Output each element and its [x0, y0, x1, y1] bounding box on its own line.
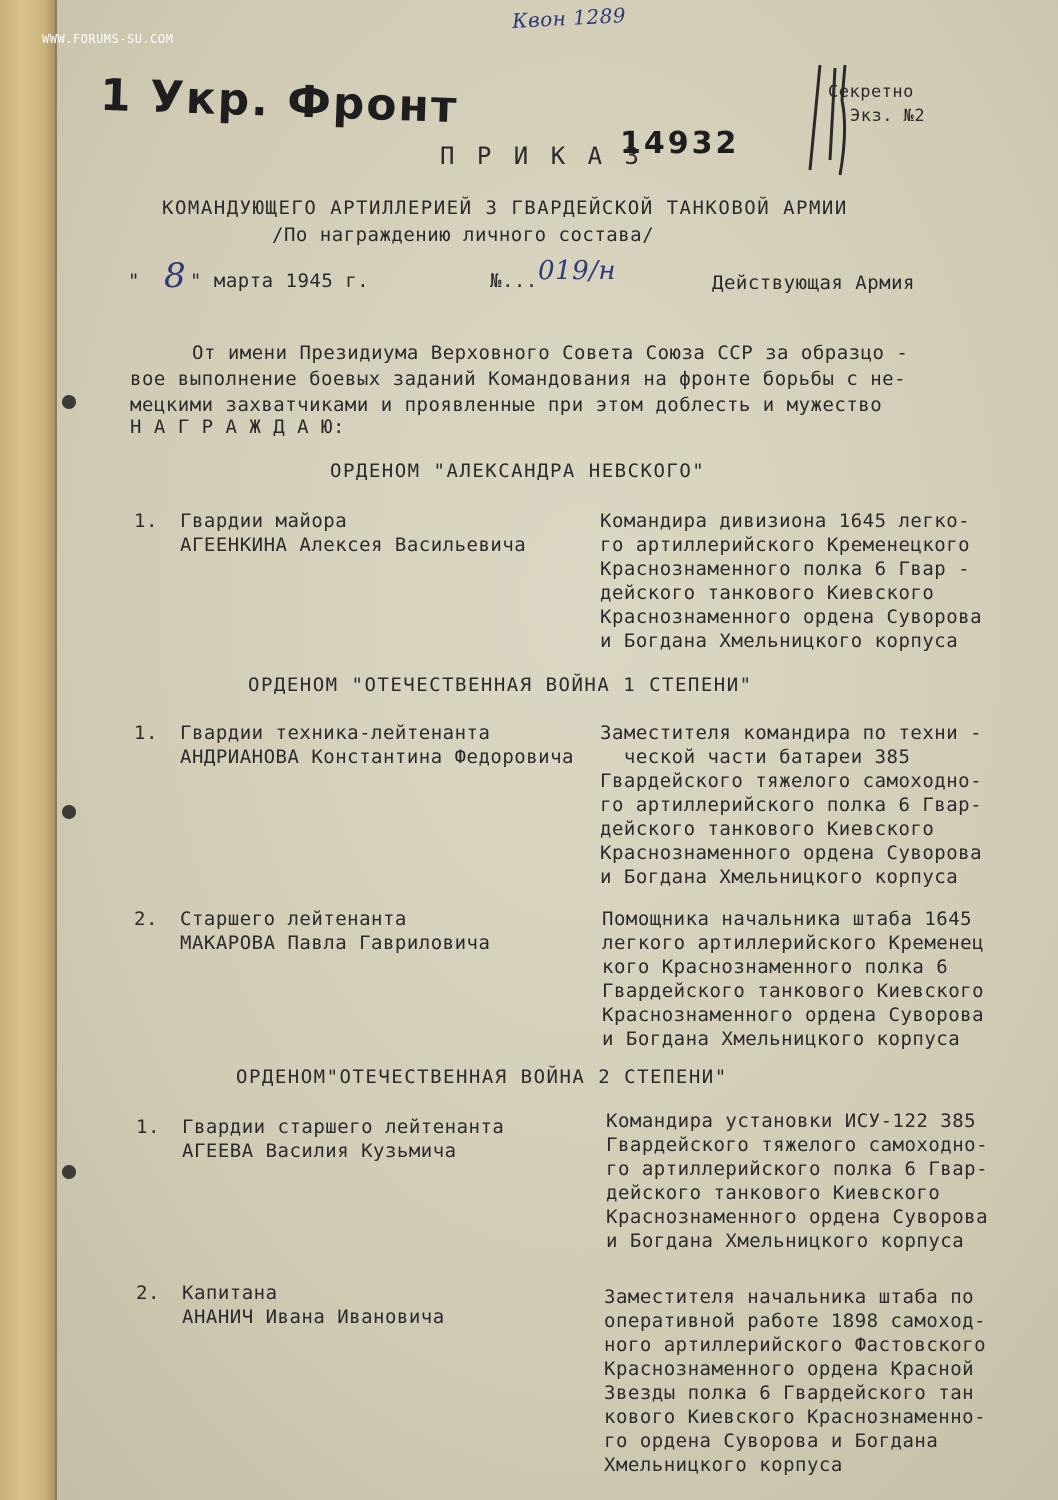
- entry-position-line: легкого артиллерийского Кременец: [602, 932, 985, 954]
- entry-position-line: и Богдана Хмельницкого корпуса: [600, 866, 959, 888]
- secrecy-label: Секретно: [828, 82, 914, 102]
- entry-position-line: Помощника начальника штаба 1645: [602, 908, 973, 930]
- entry-position-line: Командира дивизиона 1645 легко-: [600, 510, 971, 532]
- entry-rank: Старшего лейтенанта: [180, 908, 407, 930]
- entry-position-line: Командира установки ИСУ-122 385: [606, 1110, 977, 1132]
- award-heading: ОРДЕНОМ"ОТЕЧЕСТВЕННАЯ ВОЙНА 2 СТЕПЕНИ": [236, 1066, 728, 1088]
- date-text: " марта 1945 г.: [190, 270, 370, 292]
- entry-position-line: Хмельницкого корпуса: [604, 1454, 843, 1476]
- entry-position-line: Краснознаменного ордена Суворова: [602, 1004, 985, 1026]
- entry-number: 1.: [134, 510, 158, 532]
- entry-position-line: го ордена Суворова и Богдана: [604, 1430, 939, 1452]
- entry-position-line: Краснознаменного ордена Суворова: [600, 606, 983, 628]
- copy-number: Экз. №2: [850, 106, 926, 126]
- archive-note: Квон 1289: [511, 3, 627, 33]
- entry-name: АНДРИАНОВА Константина Федоровича: [180, 746, 574, 768]
- entry-rank: Капитана: [182, 1282, 278, 1304]
- watermark-text: WWW.FORUMS-SU.COM: [42, 32, 174, 46]
- order-number: 14932: [620, 126, 740, 161]
- entry-number: 1.: [136, 1116, 160, 1138]
- entry-rank: Гвардии техника-лейтенанта: [180, 722, 491, 744]
- front-stamp: 1 Укр. Фронт: [99, 69, 460, 134]
- entry-position-line: Краснознаменного ордена Суворова: [600, 842, 983, 864]
- entry-position-line: ного артиллерийского Фастовского: [604, 1334, 987, 1356]
- order-word: П Р И К А З: [440, 142, 643, 170]
- preamble-line: Н А Г Р А Ж Д А Ю:: [130, 416, 345, 438]
- preamble-line: От имени Президиума Верховного Совета Союза ССР за образцо -: [192, 342, 909, 364]
- entry-position-line: Гвардейского танкового Киевского: [602, 980, 985, 1002]
- entry-position-line: и Богдана Хмельницкого корпуса: [600, 630, 959, 652]
- entry-position-line: кового Киевского Краснознаменно-: [604, 1406, 987, 1428]
- entry-position-line: дейского танкового Киевского: [600, 582, 935, 604]
- entry-position-line: ческой части батареи 385: [600, 746, 911, 768]
- date-quote: ": [128, 270, 140, 292]
- entry-number: 2.: [134, 908, 158, 930]
- entry-position-line: оперативной работе 1898 самоход-: [604, 1310, 987, 1332]
- preamble-line: вое выполнение боевых заданий Командования на фронте борьбы с не-: [130, 368, 907, 390]
- entry-name: АНАНИЧ Ивана Ивановича: [182, 1306, 445, 1328]
- location-label: Действующая Армия: [712, 272, 915, 294]
- entry-name: АГЕЕНКИНА Алексея Васильевича: [180, 534, 527, 556]
- entry-name: АГЕЕВА Василия Кузьмича: [182, 1140, 457, 1162]
- entry-rank: Гвардии майора: [180, 510, 348, 532]
- entry-number: 1.: [134, 722, 158, 744]
- number-prefix: №...: [490, 270, 538, 292]
- number-handwritten: 019/н: [538, 256, 617, 286]
- entry-position-line: го артиллерийского полка 6 Гвар-: [600, 794, 983, 816]
- binding-strip: [0, 0, 57, 1500]
- entry-position-line: Заместителя начальника штаба по: [604, 1286, 975, 1308]
- entry-position-line: Заместителя командира по техни -: [600, 722, 983, 744]
- date-day: 8: [164, 256, 187, 296]
- punch-hole: [62, 805, 76, 819]
- entry-position-line: и Богдана Хмельницкого корпуса: [602, 1028, 961, 1050]
- entry-position-line: го артиллерийского Кременецкого: [600, 534, 971, 556]
- entry-number: 2.: [136, 1282, 160, 1304]
- punch-hole: [62, 395, 76, 409]
- entry-position-line: Гвардейского тяжелого самоходно-: [606, 1134, 989, 1156]
- entry-position-line: Звезды полка 6 Гвардейского тан: [604, 1382, 975, 1404]
- entry-position-line: и Богдана Хмельницкого корпуса: [606, 1230, 965, 1252]
- entry-rank: Гвардии старшего лейтенанта: [182, 1116, 505, 1138]
- order-subtitle: /По награждению личного состава/: [272, 224, 655, 246]
- entry-name: МАКАРОВА Павла Гавриловича: [180, 932, 491, 954]
- entry-position-line: дейского танкового Киевского: [600, 818, 935, 840]
- order-title: КОМАНДУЮЩЕГО АРТИЛЛЕРИЕЙ 3 ГВАРДЕЙСКОЙ ТАНКОВОЙ АРМИИ: [162, 197, 848, 219]
- entry-position-line: Краснознаменного ордена Суворова: [606, 1206, 989, 1228]
- entry-position-line: Краснознаменного ордена Красной: [604, 1358, 975, 1380]
- entry-position-line: Краснознаменного полка 6 Гвар -: [600, 558, 971, 580]
- award-heading: ОРДЕНОМ "ОТЕЧЕСТВЕННАЯ ВОЙНА 1 СТЕПЕНИ": [248, 674, 753, 696]
- preamble-line: мецкими захватчиками и проявленные при этом доблесть и мужество: [130, 394, 883, 416]
- award-heading: ОРДЕНОМ "АЛЕКСАНДРА НЕВСКОГО": [330, 460, 706, 482]
- entry-position-line: дейского танкового Киевского: [606, 1182, 941, 1204]
- punch-hole: [62, 1165, 76, 1179]
- entry-position-line: го артиллерийского полка 6 Гвар-: [606, 1158, 989, 1180]
- entry-position-line: Гвардейского тяжелого самоходно-: [600, 770, 983, 792]
- entry-position-line: кого Краснознаменного полка 6: [602, 956, 949, 978]
